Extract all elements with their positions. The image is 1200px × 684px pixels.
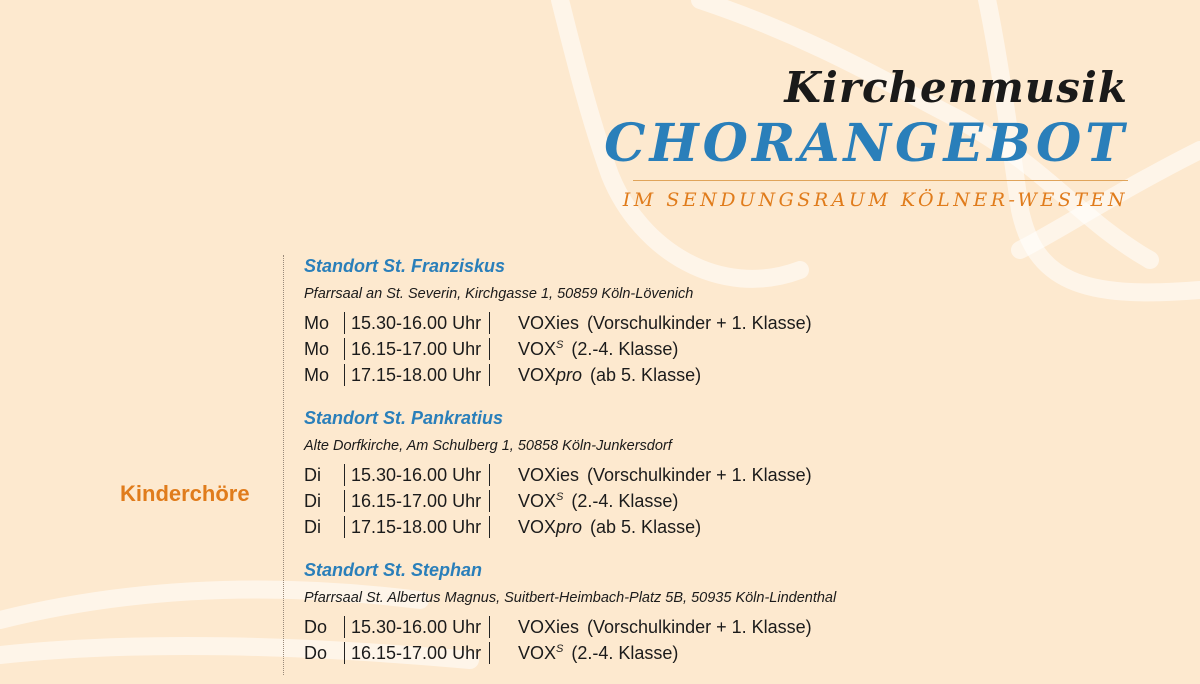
choir-name-base: VOX <box>518 516 557 537</box>
schedule-time: 15.30-16.00 Uhr <box>344 464 490 486</box>
choir-name-superscript: S <box>556 642 564 655</box>
schedule-time: 16.15-17.00 Uhr <box>344 490 490 512</box>
locations-list <box>304 254 1164 666</box>
choir-name <box>490 517 701 538</box>
choir-name <box>490 617 812 638</box>
schedule-time: 16.15-17.00 Uhr <box>344 338 490 360</box>
header-divider <box>633 180 1128 181</box>
schedule-time: 16.15-17.00 Uhr <box>344 642 490 664</box>
choir-name-base: VOXies <box>518 616 580 637</box>
schedule-day: Mo <box>304 312 330 333</box>
schedule-row <box>304 614 1164 640</box>
choir-description: (ab 5. Klasse) <box>590 364 702 385</box>
choir-name-base: VOXies <box>518 312 580 333</box>
choir-name <box>490 365 701 386</box>
header-title-top: Kirchenmusik <box>784 63 1128 112</box>
header-subtitle: IM SENDUNGSRAUM KÖLNER-WESTEN <box>622 189 1128 211</box>
choir-description: (2.-4. Klasse) <box>571 642 679 663</box>
choir-name-superscript: S <box>556 338 564 351</box>
schedule-day: Di <box>304 464 321 485</box>
schedule-row <box>304 310 1164 336</box>
location-address: Pfarrsaal an St. Severin, Kirchgasse 1, 50859 Köln-Lövenich <box>304 286 694 302</box>
schedule-time: 17.15-18.00 Uhr <box>344 516 490 538</box>
choir-name-base: VOX <box>518 364 557 385</box>
choir-description: (2.-4. Klasse) <box>571 338 679 359</box>
location-address: Alte Dorfkirche, Am Schulberg 1, 50858 Köln-Junkersdorf <box>304 438 672 454</box>
schedule-day: Mo <box>304 364 330 385</box>
schedule-day: Di <box>304 516 321 537</box>
header <box>568 62 1128 213</box>
choir-description: (Vorschulkinder + 1. Klasse) <box>587 312 812 333</box>
choir-name-base: VOX <box>518 642 557 663</box>
choir-name-base: VOX <box>518 490 557 511</box>
schedule-day: Mo <box>304 338 330 359</box>
choir-name-suffix: pro <box>556 364 583 385</box>
choir-name <box>490 491 678 512</box>
schedule-day: Do <box>304 642 328 663</box>
schedule-content <box>304 254 1164 684</box>
location-name: Standort St. Stephan <box>304 560 483 580</box>
header-title-main: CHORANGEBOT <box>604 113 1128 174</box>
choir-name <box>490 643 678 664</box>
schedule-row <box>304 362 1164 388</box>
schedule-row <box>304 336 1164 362</box>
choir-name-base: VOX <box>518 338 557 359</box>
schedule-day: Do <box>304 616 328 637</box>
choir-description: (ab 5. Klasse) <box>590 516 702 537</box>
choir-description: (2.-4. Klasse) <box>571 490 679 511</box>
schedule-row <box>304 640 1164 666</box>
choir-description: (Vorschulkinder + 1. Klasse) <box>587 464 812 485</box>
schedule-day: Di <box>304 490 321 511</box>
schedule-row <box>304 514 1164 540</box>
choir-name <box>490 313 812 334</box>
schedule-time: 17.15-18.00 Uhr <box>344 364 490 386</box>
choir-name-base: VOXies <box>518 464 580 485</box>
schedule-time: 15.30-16.00 Uhr <box>344 616 490 638</box>
choir-name-suffix: pro <box>556 516 583 537</box>
choir-name <box>490 339 678 360</box>
location-name: Standort St. Pankratius <box>304 408 504 428</box>
schedule-row <box>304 488 1164 514</box>
vertical-dotted-divider <box>283 255 284 675</box>
location-block <box>304 254 1164 388</box>
section-label-kinderchoere: Kinderchöre <box>120 481 250 506</box>
location-name: Standort St. Franziskus <box>304 256 506 276</box>
schedule-row <box>304 462 1164 488</box>
choir-name-superscript: S <box>556 490 564 503</box>
location-address: Pfarrsaal St. Albertus Magnus, Suitbert-Heimbach-Platz 5B, 50935 Köln-Lindenthal <box>304 590 837 606</box>
location-block <box>304 558 1164 666</box>
schedule-time: 15.30-16.00 Uhr <box>344 312 490 334</box>
choir-description: (Vorschulkinder + 1. Klasse) <box>587 616 812 637</box>
choir-name <box>490 465 812 486</box>
location-block <box>304 406 1164 540</box>
